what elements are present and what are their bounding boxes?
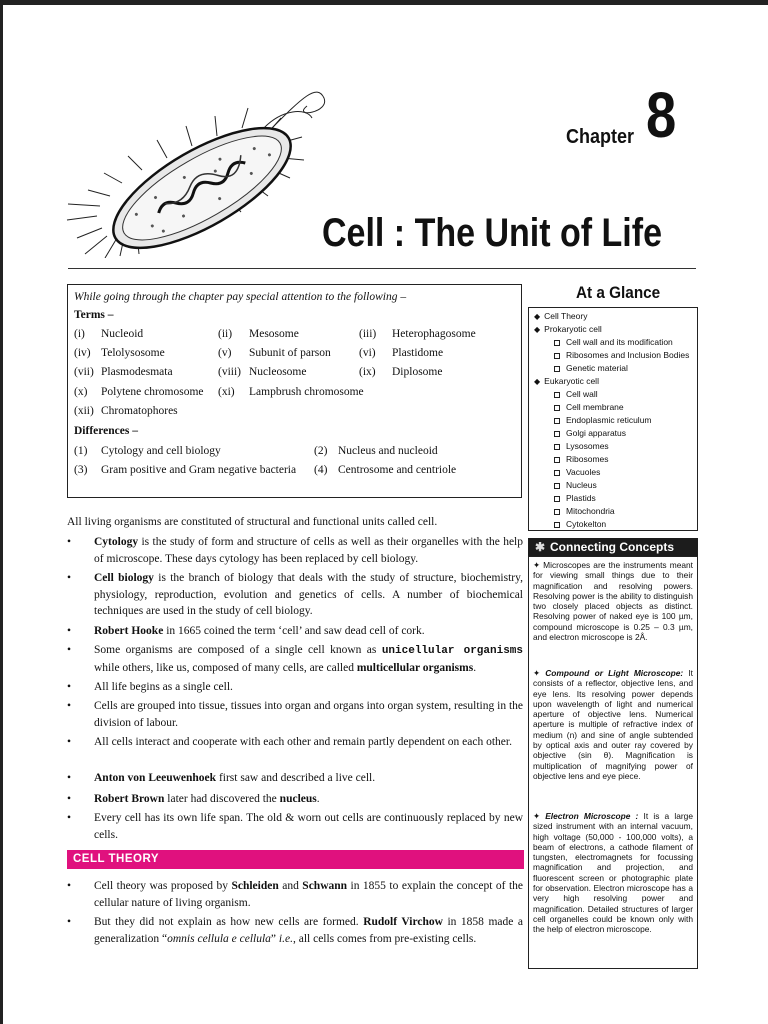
difference-text: Centrosome and centriole: [338, 464, 457, 476]
square-bullet-icon: [554, 418, 560, 424]
diamond-bullet-icon: ◆: [534, 325, 541, 334]
glance-subitem: Vacuoles: [554, 467, 600, 477]
term-number: (ii): [218, 328, 233, 340]
glance-subitem: Cell wall and its modification: [554, 337, 673, 347]
term-text: Lampbrush chromosome: [249, 386, 364, 398]
term-number: (x): [74, 386, 88, 398]
glance-item: ◆ Prokaryotic cell: [534, 324, 602, 334]
glance-subitem: Nucleus: [554, 480, 597, 490]
body-intro: All living organisms are constituted of structural and functional units called cell.: [67, 516, 438, 528]
plus-bullet-icon: ✦: [533, 811, 546, 821]
chapter-label: Chapter: [566, 126, 635, 148]
term-text: Plasmodesmata: [101, 366, 173, 378]
term-text: Chromatophores: [101, 405, 178, 417]
glance-subitem: Cell membrane: [554, 402, 624, 412]
connecting-concepts-header: ✱ Connecting Concepts: [528, 538, 698, 556]
glance-subitem: Mitochondria: [554, 506, 615, 516]
term-text: Diplosome: [392, 366, 443, 378]
chapter-title: Cell : The Unit of Life: [322, 211, 662, 255]
diamond-bullet-icon: ◆: [534, 377, 541, 386]
term-number: (viii): [218, 366, 241, 378]
square-bullet-icon: [554, 509, 560, 515]
term-number: (iv): [74, 347, 91, 359]
square-bullet-icon: [554, 444, 560, 450]
term-number: (ix): [359, 366, 376, 378]
difference-text: Cytology and cell biology: [101, 445, 221, 457]
concept-paragraph: ✦ Compound or Light Microscope: It consists of a reflector, objective lens, and eye lens. Its resolving power depends upon wavelength of light and numerical aperture of objective lens. Numerical aperture is multiple of refractive index of medium (n) and sine of angle subtended by optical axis and outer ray covered by objective (sin θ). Magnification is multiplication of magnifying power of objective lens and eye piece.: [533, 668, 694, 781]
term-number: (xi): [218, 386, 235, 398]
differences-heading: Differences –: [74, 425, 138, 437]
glance-subitem: Plastids: [554, 493, 596, 503]
bacterium-illustration: [62, 88, 362, 258]
square-bullet-icon: [554, 522, 560, 528]
square-bullet-icon: [554, 483, 560, 489]
term-text: Nucleoid: [101, 328, 144, 340]
difference-number: (4): [314, 464, 328, 476]
glance-item: ◆ Eukaryotic cell: [534, 376, 599, 386]
term-text: Heterophagosome: [392, 328, 476, 340]
connecting-concepts-box: [528, 556, 698, 969]
term-text: Mesosome: [249, 328, 299, 340]
square-bullet-icon: [554, 496, 560, 502]
puzzle-icon: ✱: [534, 540, 546, 554]
glance-subitem: Endoplasmic reticulum: [554, 415, 652, 425]
glance-title: At a Glance: [576, 283, 661, 302]
square-bullet-icon: [554, 340, 560, 346]
difference-number: (1): [74, 445, 88, 457]
glance-box: [528, 307, 698, 531]
square-bullet-icon: [554, 366, 560, 372]
term-number: (vi): [359, 347, 376, 359]
square-bullet-icon: [554, 392, 560, 398]
attention-box: [67, 284, 522, 498]
glance-subitem: Genetic material: [554, 363, 628, 373]
term-text: Polytene chromosome: [101, 386, 204, 398]
glance-subitem: Cell wall: [554, 389, 598, 399]
square-bullet-icon: [554, 457, 560, 463]
difference-text: Gram positive and Gram negative bacteria: [101, 464, 297, 476]
difference-text: Nucleus and nucleoid: [338, 445, 438, 457]
section-heading-cell-theory: CELL THEORY: [67, 850, 524, 869]
concept-paragraph: ✦ Electron Microscope : It is a large sized instrument with an internal vacuum, high voltage (50,000 - 100,000 volts), a beam of electrons, a cathode filament of tungsten, electromagnets for focussing magnification and projection, and fluorescent screen or photographic plate for observation. Electron microscope has a very high resolving power and magnification. Detailed structures of larger cell organelles could be known only with the help of electron microscope.: [533, 811, 693, 935]
glance-subitem: Golgi apparatus: [554, 428, 626, 438]
square-bullet-icon: [554, 470, 560, 476]
concept-paragraph: ✦ Microscopes are the instruments meant for viewing small things due to their magnification and resolving powers. Resolving power is the ability to distinguish two closely placed objects as distinct. Resolving power of naked eye is 100 µm, compound microscope is 0.25 – 0.3 µm, and electron microscope is 2Å.: [533, 560, 693, 643]
term-number: (vii): [74, 366, 94, 378]
term-number: (v): [218, 347, 232, 359]
term-number: (xii): [74, 405, 94, 417]
term-number: (i): [74, 328, 85, 340]
attention-intro: While going through the chapter pay special attention to the following –: [74, 291, 407, 303]
terms-heading: Terms –: [74, 309, 114, 321]
glance-subitem: Lysosomes: [554, 441, 609, 451]
plus-bullet-icon: ✦: [533, 668, 546, 678]
plus-bullet-icon: ✦: [533, 560, 544, 570]
glance-subitem: Ribosomes and Inclusion Bodies: [554, 350, 689, 360]
term-text: Plastidome: [392, 347, 444, 359]
square-bullet-icon: [554, 405, 560, 411]
term-number: (iii): [359, 328, 377, 340]
glance-subitem: Ribosomes: [554, 454, 609, 464]
term-text: Telolysosome: [101, 347, 165, 359]
difference-number: (2): [314, 445, 328, 457]
chapter-number: 8: [646, 79, 677, 151]
square-bullet-icon: [554, 431, 560, 437]
title-divider: [68, 268, 696, 269]
term-text: Nucleosome: [249, 366, 307, 378]
glance-subitem: Cytokelton: [554, 519, 606, 529]
glance-item: ◆ Cell Theory: [534, 311, 588, 321]
diamond-bullet-icon: ◆: [534, 312, 541, 321]
square-bullet-icon: [554, 353, 560, 359]
difference-number: (3): [74, 464, 88, 476]
term-text: Subunit of parson: [249, 347, 331, 359]
